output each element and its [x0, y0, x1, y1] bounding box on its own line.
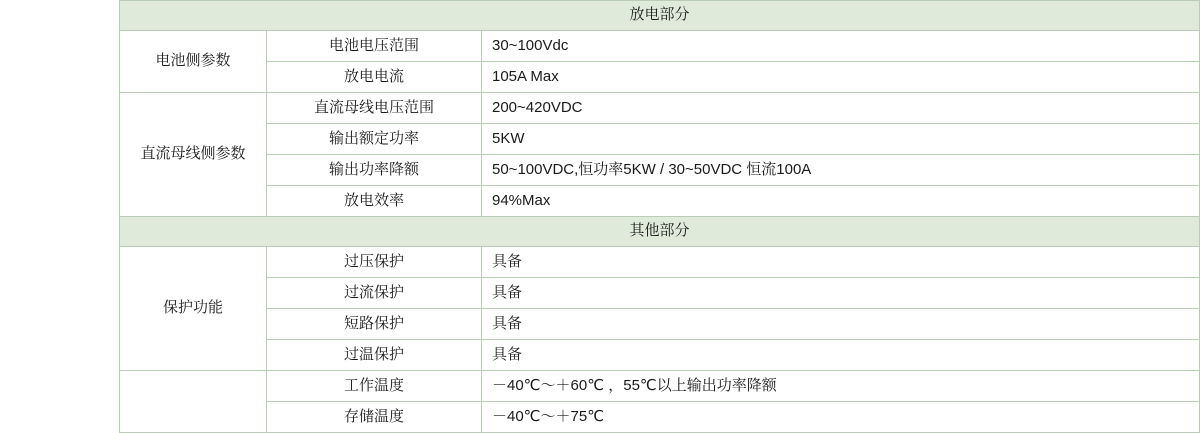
value-cell: 具备 — [482, 309, 1200, 340]
specification-table — [119, 0, 1200, 433]
table-row — [120, 31, 1200, 62]
category-cell: 直流母线侧参数 — [120, 93, 267, 217]
value-cell: 200~420VDC — [482, 93, 1200, 124]
section-header-row — [120, 1, 1200, 31]
category-cell: 电池侧参数 — [120, 31, 267, 93]
table-row — [120, 93, 1200, 124]
item-cell: 工作温度 — [267, 371, 482, 402]
value-cell: 具备 — [482, 340, 1200, 371]
item-cell: 过温保护 — [267, 340, 482, 371]
value-cell: 具备 — [482, 278, 1200, 309]
item-cell: 放电电流 — [267, 62, 482, 93]
item-cell: 输出额定功率 — [267, 124, 482, 155]
value-cell: 94%Max — [482, 186, 1200, 217]
table-row — [120, 309, 1200, 340]
category-cell: 保护功能 — [120, 247, 267, 371]
section-title: 放电部分 — [120, 1, 1200, 31]
value-cell: －40℃～＋75℃ — [482, 402, 1200, 433]
section-title: 其他部分 — [120, 217, 1200, 247]
table-body — [120, 1, 1200, 433]
item-cell: 直流母线电压范围 — [267, 93, 482, 124]
value-cell: 50~100VDC,恒功率5KW / 30~50VDC 恒流100A — [482, 155, 1200, 186]
section-header-row — [120, 217, 1200, 247]
table-row — [120, 402, 1200, 433]
table-row — [120, 371, 1200, 402]
value-cell: －40℃～＋60℃ ，55℃以上输出功率降额 — [482, 371, 1200, 402]
value-cell: 105A Max — [482, 62, 1200, 93]
item-cell: 短路保护 — [267, 309, 482, 340]
value-cell: 30~100Vdc — [482, 31, 1200, 62]
table-row — [120, 124, 1200, 155]
table-row — [120, 247, 1200, 278]
value-cell: 5KW — [482, 124, 1200, 155]
table-row — [120, 186, 1200, 217]
item-cell: 存储温度 — [267, 402, 482, 433]
table-row — [120, 278, 1200, 309]
item-cell: 电池电压范围 — [267, 31, 482, 62]
item-cell: 过流保护 — [267, 278, 482, 309]
item-cell: 过压保护 — [267, 247, 482, 278]
item-cell: 放电效率 — [267, 186, 482, 217]
item-cell: 输出功率降额 — [267, 155, 482, 186]
table-row — [120, 340, 1200, 371]
value-cell: 具备 — [482, 247, 1200, 278]
table-row — [120, 62, 1200, 93]
category-cell — [120, 371, 267, 433]
table-row — [120, 155, 1200, 186]
